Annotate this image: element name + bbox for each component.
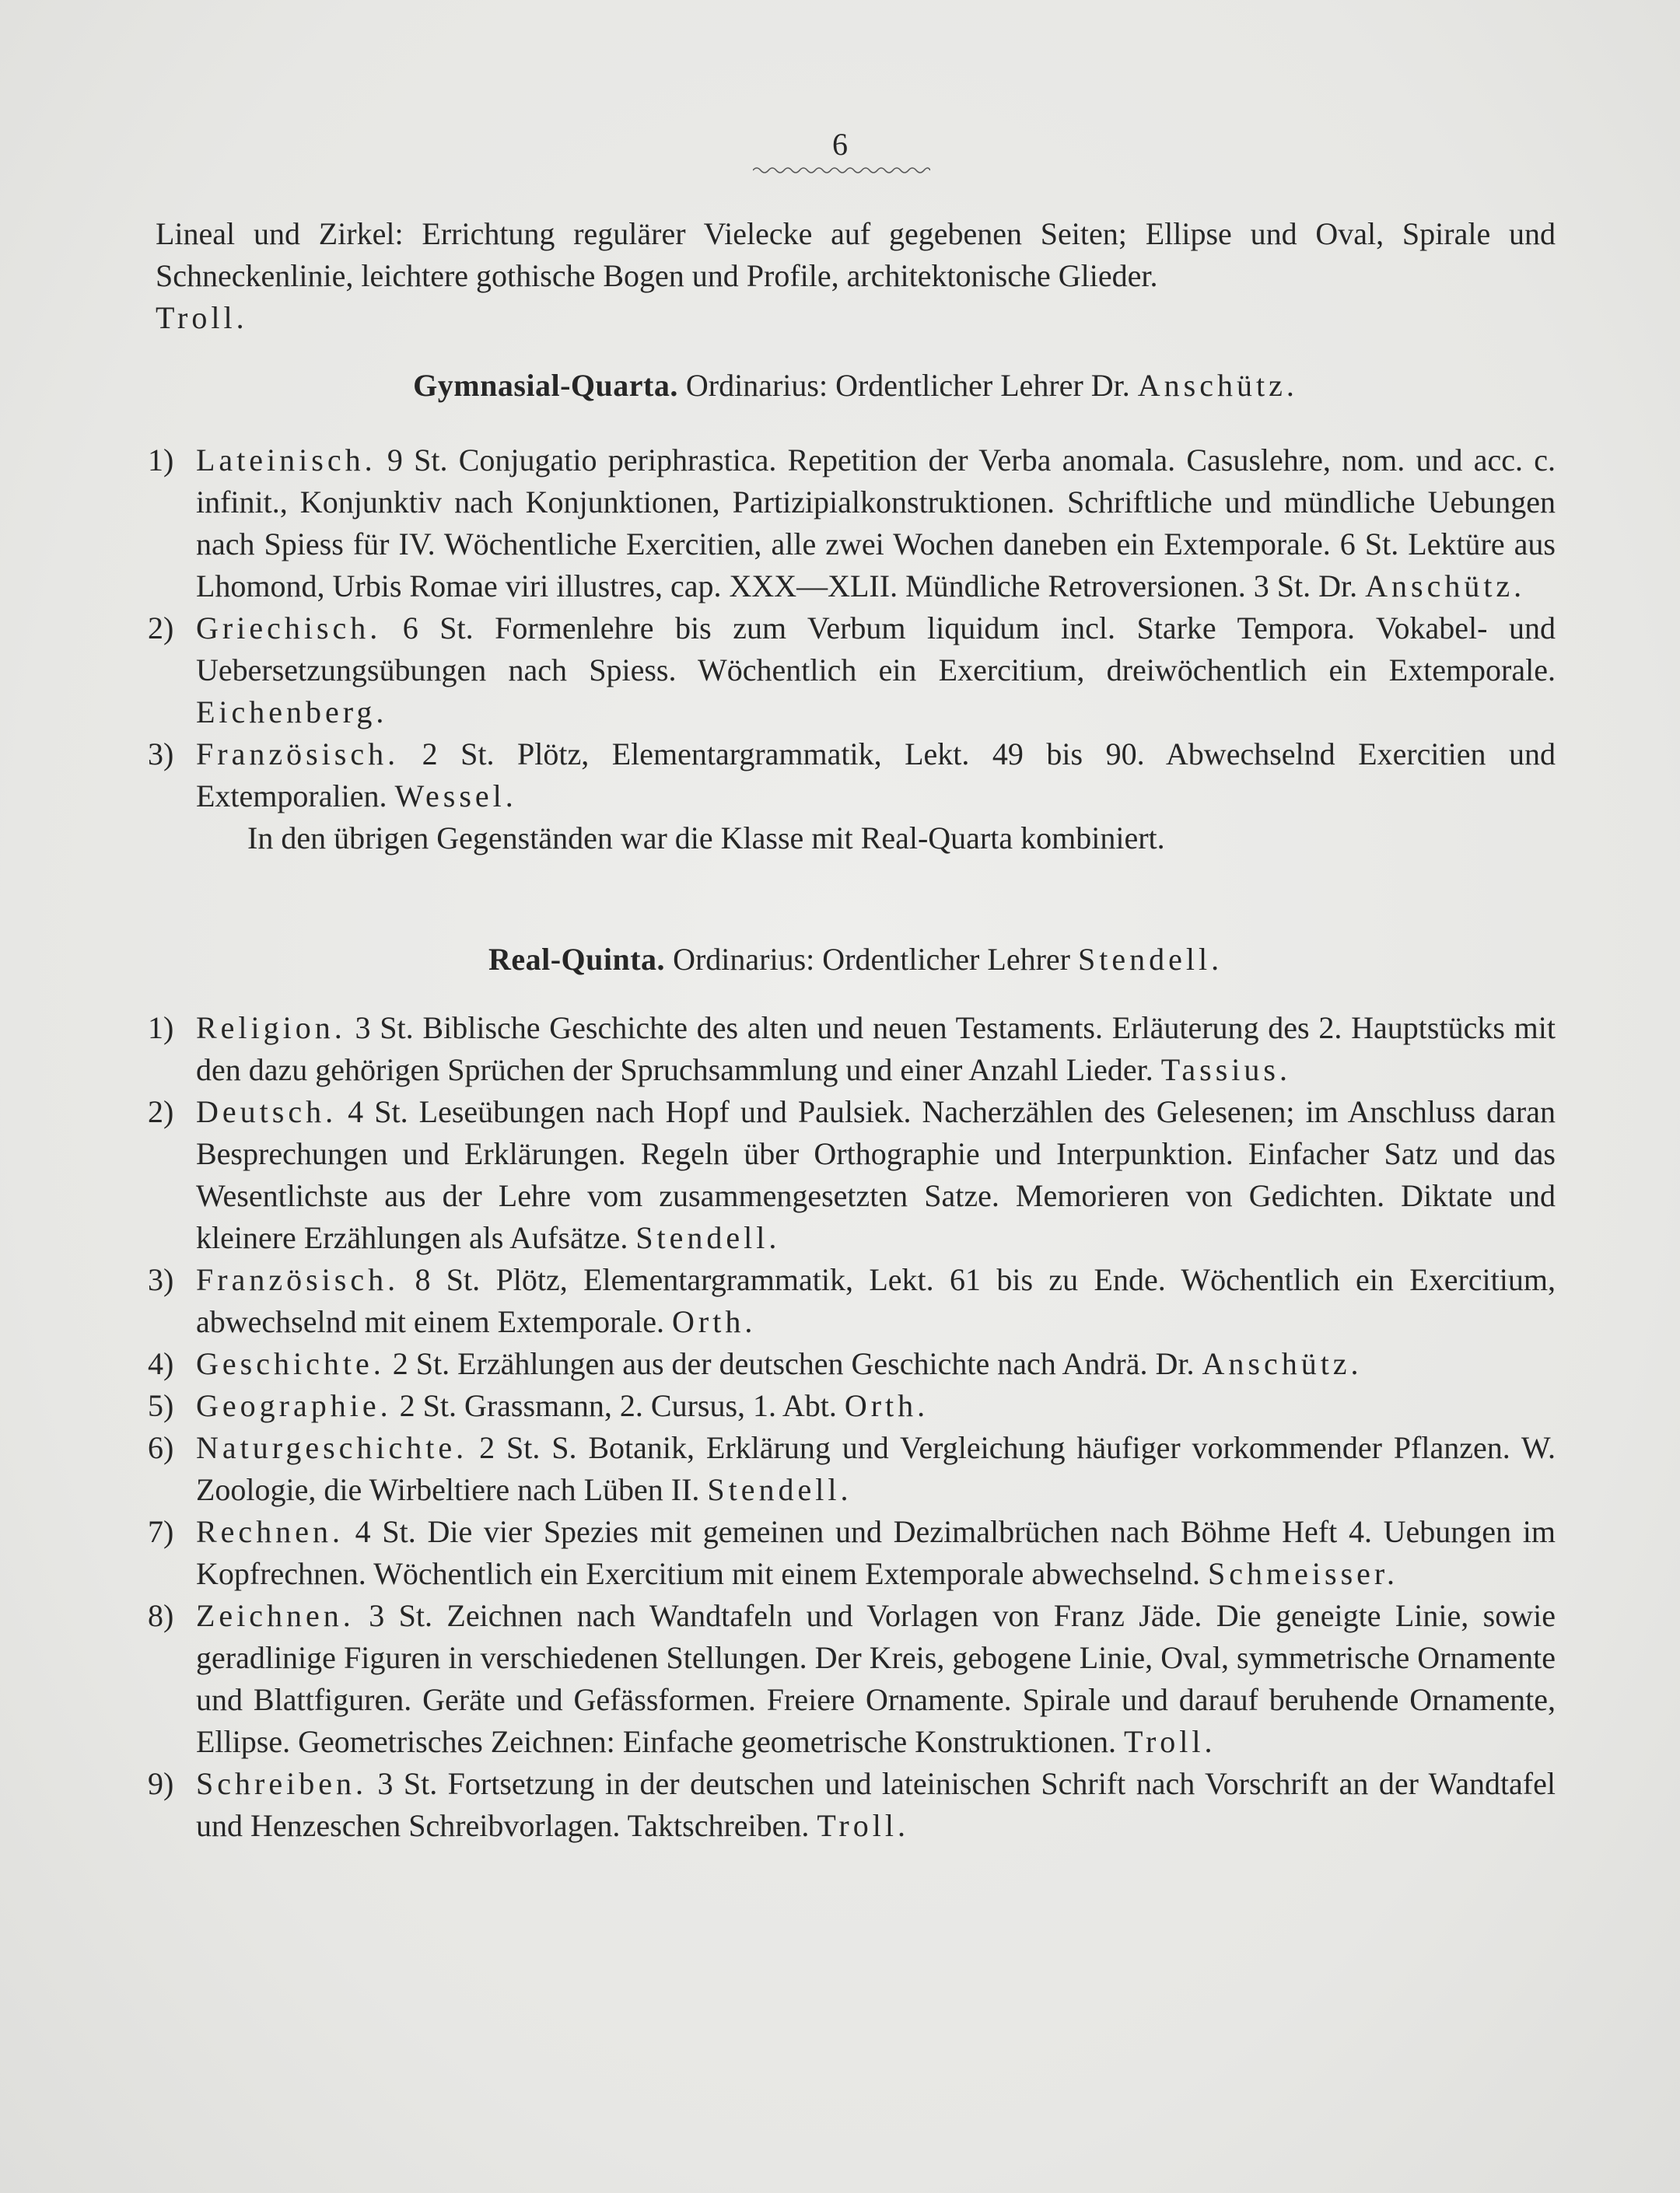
item-text: 2 St. S. Botanik, Erklärung und Vergleichung häufiger vorkommender Pflanzen. W. Zoologie, die Wirbeltiere nach Lüben II. bbox=[196, 1430, 1556, 1507]
item-teacher: Schmeisser. bbox=[1208, 1556, 1398, 1591]
item-number: 7) bbox=[148, 1514, 174, 1549]
item-number: 5) bbox=[148, 1388, 174, 1423]
item-number: 6) bbox=[148, 1430, 174, 1465]
item-number: 1) bbox=[148, 1010, 174, 1045]
item-teacher: Orth. bbox=[844, 1388, 929, 1423]
item-subject: Naturgeschichte. bbox=[196, 1430, 468, 1465]
item-subject: Französisch. bbox=[196, 1262, 400, 1297]
quinta-ordinarius: Ordinarius: Ordentlicher Lehrer bbox=[673, 942, 1070, 977]
quinta-item-french bbox=[148, 1259, 1556, 1343]
quinta-item-religion bbox=[148, 1007, 1556, 1091]
item-subject: Deutsch. bbox=[196, 1094, 338, 1129]
item-number: 4) bbox=[148, 1346, 174, 1381]
item-number: 3) bbox=[148, 736, 174, 771]
intro-paragraph bbox=[156, 213, 1556, 339]
quinta-title: Real-Quinta. bbox=[488, 942, 666, 977]
quinta-item-natural-history bbox=[148, 1427, 1556, 1511]
intro-section bbox=[156, 213, 1556, 339]
quarta-ordinarius: Ordinarius: Ordentlicher Lehrer Dr. bbox=[685, 368, 1130, 403]
quinta-items bbox=[148, 1007, 1556, 1847]
item-text: 3 St. Fortsetzung in der deutschen und lateinischen Schrift nach Vorschrift an der Wandtafel und Henzeschen Schreibvorlagen. Taktschreiben. bbox=[196, 1766, 1556, 1843]
item-subject: Französisch. bbox=[196, 736, 400, 771]
item-teacher: Eichenberg. bbox=[196, 694, 388, 729]
item-teacher: Anschütz. bbox=[1202, 1346, 1363, 1381]
quinta-ordinarius-name: Stendell. bbox=[1077, 942, 1223, 977]
quarta-item-latin bbox=[148, 439, 1556, 607]
item-subject: Geographie. bbox=[196, 1388, 392, 1423]
quarta-ordinarius-name: Anschütz. bbox=[1137, 368, 1298, 403]
item-subject: Griechisch. bbox=[196, 610, 382, 645]
item-text: 9 St. Conjugatio periphrastica. Repetition der Verba anomala. Casuslehre, nom. und acc. c. infinit., Konjunktiv nach Konjunktionen, Partizipialkonstruktionen. Schriftliche und mündliche Uebungen nach Spiess für IV. Wöchentliche Exercitien, alle zwei Wochen daneben ein Extemporale. 6 St. Lektüre aus Lhomond, Urbis Romae viri illustres, cap. XXX—XLII. Mündliche Retroversionen. 3 St. Dr. bbox=[196, 442, 1556, 603]
item-number: 1) bbox=[148, 442, 174, 477]
item-text: 4 St. Die vier Spezies mit gemeinen und Dezimalbrüchen nach Böhme Heft 4. Uebungen im Kopfrechnen. Wöchentlich ein Exercitium mit einem Extemporale abwechselnd. bbox=[196, 1514, 1556, 1591]
quarta-item-greek bbox=[148, 607, 1556, 733]
quinta-header bbox=[156, 939, 1556, 981]
item-number: 8) bbox=[148, 1598, 174, 1633]
item-subject: Zeichnen. bbox=[196, 1598, 355, 1633]
item-teacher: Troll. bbox=[1123, 1724, 1216, 1759]
item-teacher: Tassius. bbox=[1160, 1052, 1291, 1087]
item-subject: Religion. bbox=[196, 1010, 346, 1045]
quarta-note: In den übrigen Gegenständen war die Klasse mit Real-Quarta kombiniert. bbox=[247, 820, 1165, 855]
item-text: 3 St. Biblische Geschichte des alten und neuen Testaments. Erläuterung des 2. Hauptstücks mit den dazu gehörigen Sprüchen der Spruchsammlung und einer Anzahl Lieder. bbox=[196, 1010, 1556, 1087]
quarta-heading bbox=[156, 365, 1556, 407]
item-teacher: Anschütz. bbox=[1365, 568, 1526, 603]
item-text: 2 St. Erzählungen aus der deutschen Geschichte nach Andrä. Dr. bbox=[392, 1346, 1195, 1381]
item-teacher: Stendell. bbox=[707, 1472, 852, 1507]
item-text: 3 St. Zeichnen nach Wandtafeln und Vorlagen von Franz Jäde. Die geneigte Linie, sowie geradlinige Figuren in verschiedenen Stellungen. Der Kreis, gebogene Linie, Oval, symmetrische Ornamente und Blattfiguren. Geräte und Gefässformen. Freiere Ornamente. Spirale und darauf beruhende Ornamente, Ellipse. Geometrisches Zeichnen: Einfache geometrische Konstruktionen. bbox=[196, 1598, 1556, 1759]
intro-text: Lineal und Zirkel: Errichtung regulärer Vielecke auf gegebenen Seiten; Ellipse und Oval, Spirale und Schneckenlinie, leichtere gothische Bogen und Profile, architektonische Glieder. bbox=[156, 216, 1556, 293]
item-teacher: Troll. bbox=[817, 1808, 909, 1843]
item-text: 2 St. Grassmann, 2. Cursus, 1. Abt. bbox=[399, 1388, 837, 1423]
intro-teacher: Troll. bbox=[156, 300, 248, 335]
item-subject: Geschichte. bbox=[196, 1346, 385, 1381]
item-text: 8 St. Plötz, Elementargrammatik, Lekt. 61 bis zu Ende. Wöchentlich ein Exercitium, abwechselnd mit einem Extemporale. bbox=[196, 1262, 1556, 1339]
quinta-heading bbox=[156, 939, 1556, 981]
quinta-item-arithmetic bbox=[148, 1511, 1556, 1595]
item-number: 3) bbox=[148, 1262, 174, 1297]
quinta-item-geography bbox=[148, 1385, 1556, 1427]
item-number: 2) bbox=[148, 610, 174, 645]
item-subject: Lateinisch. bbox=[196, 442, 376, 477]
quarta-title: Gymnasial-Quarta. bbox=[413, 368, 678, 403]
item-teacher: Orth. bbox=[672, 1304, 757, 1339]
item-subject: Schreiben. bbox=[196, 1766, 367, 1801]
item-text: 6 St. Formenlehre bis zum Verbum liquidum incl. Starke Tempora. Vokabel- und Uebersetzungsübungen nach Spiess. Wöchentlich ein Exercitium, dreiwöchentlich ein Extemporale. bbox=[196, 610, 1556, 687]
quinta-item-history bbox=[148, 1343, 1556, 1385]
wavy-rule-ornament bbox=[753, 165, 930, 176]
item-number: 2) bbox=[148, 1094, 174, 1129]
quarta-items bbox=[148, 439, 1556, 859]
item-text: 2 St. Plötz, Elementargrammatik, Lekt. 49 bis 90. Abwechselnd Exercitien und Extemporalien. bbox=[196, 736, 1556, 813]
item-teacher: Stendell. bbox=[635, 1220, 781, 1255]
quinta-item-german bbox=[148, 1091, 1556, 1259]
quarta-header bbox=[156, 365, 1556, 407]
quinta-item-writing bbox=[148, 1763, 1556, 1847]
item-number: 9) bbox=[148, 1766, 174, 1801]
item-text: 4 St. Leseübungen nach Hopf und Paulsiek. Nacherzählen des Gelesenen; im Anschluss daran Besprechungen und Erklärungen. Regeln über Orthographie und Interpunktion. Einfacher Satz und das Wesentlichste aus der Lehre vom zusammengesetzten Satze. Memorieren von Gedichten. Diktate und kleinere Erzählungen als Aufsätze. bbox=[196, 1094, 1556, 1255]
item-subject: Rechnen. bbox=[196, 1514, 344, 1549]
item-teacher: Wessel. bbox=[394, 778, 517, 813]
quinta-item-drawing bbox=[148, 1595, 1556, 1763]
page-number: 6 bbox=[832, 127, 848, 162]
quarta-item-french bbox=[148, 733, 1556, 817]
